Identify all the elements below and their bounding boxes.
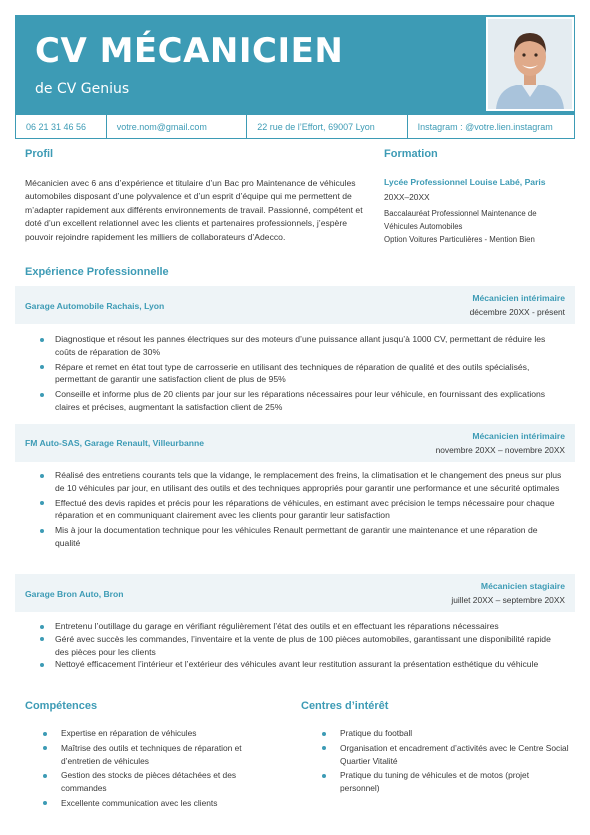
- job-dates: novembre 20XX – novembre 20XX: [435, 445, 565, 455]
- list-item: Entretenu l’outillage du garage en vérifiant régulièrement l’état des outils et en effectuant les réparations nécessaires: [35, 620, 565, 633]
- list-item: Conseille et informe plus de 20 clients par jour sur les réparations nécessaires pour leur véhicule, en fournissant des explications claires et précises, augmentant la satisfaction client de 25%: [35, 388, 565, 414]
- job-header: [15, 286, 575, 324]
- education-description: [384, 207, 564, 246]
- job-bullet-list: [35, 620, 565, 671]
- education-school: Lycée Professionnel Louise Labé, Paris: [384, 177, 546, 187]
- page-subtitle: de CV Genius: [35, 81, 130, 97]
- phone-text[interactable]: 06 21 31 46 56: [16, 115, 107, 138]
- list-item: Réalisé des entretiens courants tels que la vidange, le remplacement des freins, la climatisation et le changement des pneus sur plus de 10 véhicules par jour, en utilisant des outils et des techniques appropriés pour garantir une performance et une sécurité optimales: [35, 469, 565, 495]
- job-header: [15, 424, 575, 462]
- job-role: Mécanicien intérimaire: [472, 431, 565, 441]
- address-text: 22 rue de l’Effort, 69007 Lyon: [247, 115, 407, 138]
- avatar: [488, 19, 572, 109]
- education-dates: 20XX–20XX: [384, 192, 430, 202]
- job-bullet-list: [35, 469, 565, 550]
- list-item: Géré avec succès les commandes, l’inventaire et la vente de plus de 100 pièces automobiles, garantissant une disponibilité rapide des pièces pour les clients: [35, 633, 565, 659]
- list-item: Gestion des stocks de pièces détachées et des commandes: [35, 769, 265, 795]
- interests-heading: Centres d’intérêt: [301, 700, 389, 712]
- job-role: Mécanicien intérimaire: [472, 293, 565, 303]
- list-item: Répare et remet en état tout type de carrosserie en utilisant des techniques de réparation de qualité et des outils spécialisés, permettant de garantir une satisfaction client de plus de 95%: [35, 361, 565, 387]
- list-item: Organisation et encadrement d’activités avec le Centre Social Quartier Vitalité: [314, 742, 569, 768]
- profile-photo: [486, 17, 574, 111]
- profile-heading: Profil: [25, 148, 54, 160]
- job-bullet-list: [35, 333, 565, 414]
- education-heading: Formation: [384, 148, 438, 160]
- list-item: Pratique du football: [314, 727, 569, 740]
- list-item: Effectué des devis rapides et précis pour les réparations de véhicules, en estimant avec précision le temps nécessaire pour chaque réparation et en communiquant clairement avec les clients pour garantir leur satisfaction: [35, 497, 565, 523]
- list-item: Mis à jour la documentation technique pour les véhicules Renault permettant de garantir une maintenance et une réparation de qualité: [35, 524, 565, 550]
- skills-list: [35, 727, 265, 810]
- job-company: FM Auto-SAS, Garage Renault, Villeurbanne: [25, 438, 205, 448]
- job-company: Garage Bron Auto, Bron: [25, 589, 124, 599]
- list-item: Pratique du tuning de véhicules et de motos (projet personnel): [314, 769, 569, 795]
- job-dates: décembre 20XX - présent: [469, 307, 565, 317]
- list-item: Maîtrise des outils et techniques de réparation et d’entretien de véhicules: [35, 742, 265, 768]
- page-title: CV MÉCANICIEN: [35, 31, 344, 71]
- skills-heading: Compétences: [25, 700, 98, 712]
- experience-heading: Expérience Professionnelle: [25, 266, 169, 278]
- job-header: [15, 574, 575, 612]
- list-item: Expertise en réparation de véhicules: [35, 727, 265, 740]
- interests-list: [314, 727, 569, 795]
- job-company: Garage Automobile Rachais, Lyon: [25, 301, 165, 311]
- instagram-link[interactable]: Instagram : @votre.lien.instagram: [417, 121, 553, 132]
- education-degree: Baccalauréat Professionnel Maintenance de Véhicules Automobiles: [384, 209, 537, 231]
- profile-text: Mécanicien avec 6 ans d’expérience et titulaire d’un Bac pro Maintenance de véhicules automobiles disposant d’une polyvalence et d’un esprit d’équipe qui me permettent de m’adapter rapidement aux différents environnements de travail. Passionné, compétent et doté d’un excellent relationnel avec les clients et partenaires professionnels, j’espère pouvoir rejoindre rapidement les milliers de collaborateurs d’Adecco.: [25, 178, 363, 242]
- job-dates: juillet 20XX – septembre 20XX: [451, 595, 565, 605]
- list-item: Nettoyé efficacement l’intérieur et l’extérieur des véhicules avant leur restitution assurant la présentation esthétique du véhicule: [35, 658, 565, 671]
- list-item: Excellente communication avec les clients: [35, 797, 265, 810]
- list-item: Diagnostique et résout les pannes électriques sur des moteurs d’une puissance allant jusqu’à 1000 CV, permettant de réduire les coûts de réparation de 30%: [35, 333, 565, 359]
- education-option: Option Voitures Particulières - Mention Bien: [384, 235, 535, 244]
- contact-bar: [15, 114, 575, 139]
- email-link[interactable]: votre.nom@gmail.com: [107, 115, 248, 138]
- job-role: Mécanicien stagiaire: [480, 581, 565, 591]
